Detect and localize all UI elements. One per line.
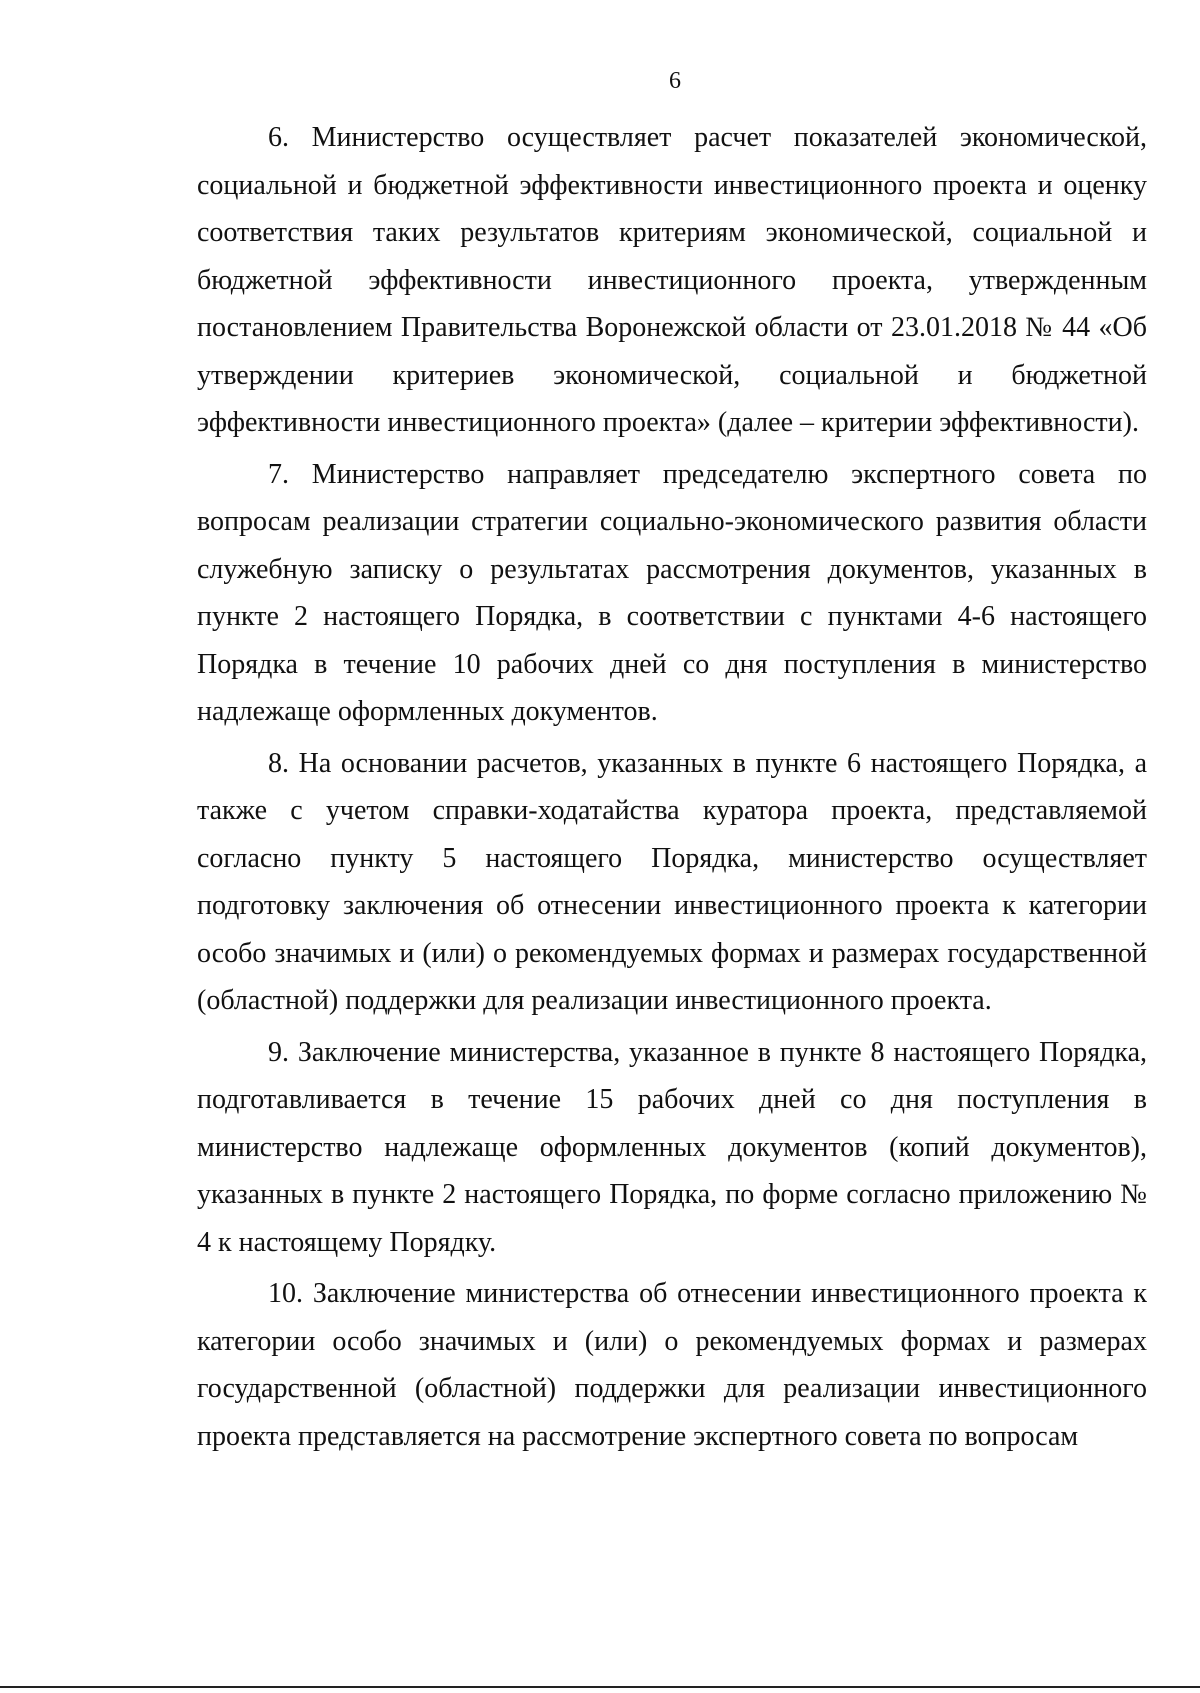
paragraph-7: 7. Министерство направляет председателю экспертного совета по вопросам реализации стратегии социально-экономического развития области служебную записку о результатах рассмотрения документов, указанных в пункте 2 настоящего Порядка, в соответствии с пунктами 4-6 настоящего Порядка в течение 10 рабочих дней со дня поступления в министерство надлежаще оформленных документов. [197,458,1147,727]
paragraph-10: 10. Заключение министерства об отнесении инвестиционного проекта к категории особо значимых и (или) о рекомендуемых формах и размерах государственной (областной) поддержки для реализации инвестиционного проекта представляется на рассмотрение экспертного совета по вопросам [197,1278,1147,1452]
paragraph-6: 6. Министерство осуществляет расчет показателей экономической, социальной и бюджетной эффективности инвестиционного проекта и оценку соответствия таких результатов критериям экономической, социальной и бюджетной эффективности инвестиционного проекта, утвержденным постановлением Правительства Воронежской области от 23.01.2018 № 44 «Об утверждении критериев экономической, социальной и бюджетной эффективности инвестиционного проекта» (далее – критерии эффективности). [197,122,1147,438]
page-number: 6 [669,68,681,94]
paragraph-8: 8. На основании расчетов, указанных в пункте 6 настоящего Порядка, а также с учетом справки-ходатайства куратора проекта, представляемой согласно пункту 5 настоящего Порядка, министерство осуществляет подготовку заключения об отнесении инвестиционного проекта к категории особо значимых и (или) о рекомендуемых формах и размерах государственной (областной) поддержки для реализации инвестиционного проекта. [197,747,1147,1016]
paragraph-9: 9. Заключение министерства, указанное в пункте 8 настоящего Порядка, подготавливается в течение 15 рабочих дней со дня поступления в министерство надлежаще оформленных документов (копий документов), указанных в пункте 2 настоящего Порядка, по форме согласно приложению № 4 к настоящему Порядку. [197,1036,1147,1258]
document-body [197,114,1147,1464]
scan-bottom-edge [0,1686,1200,1688]
